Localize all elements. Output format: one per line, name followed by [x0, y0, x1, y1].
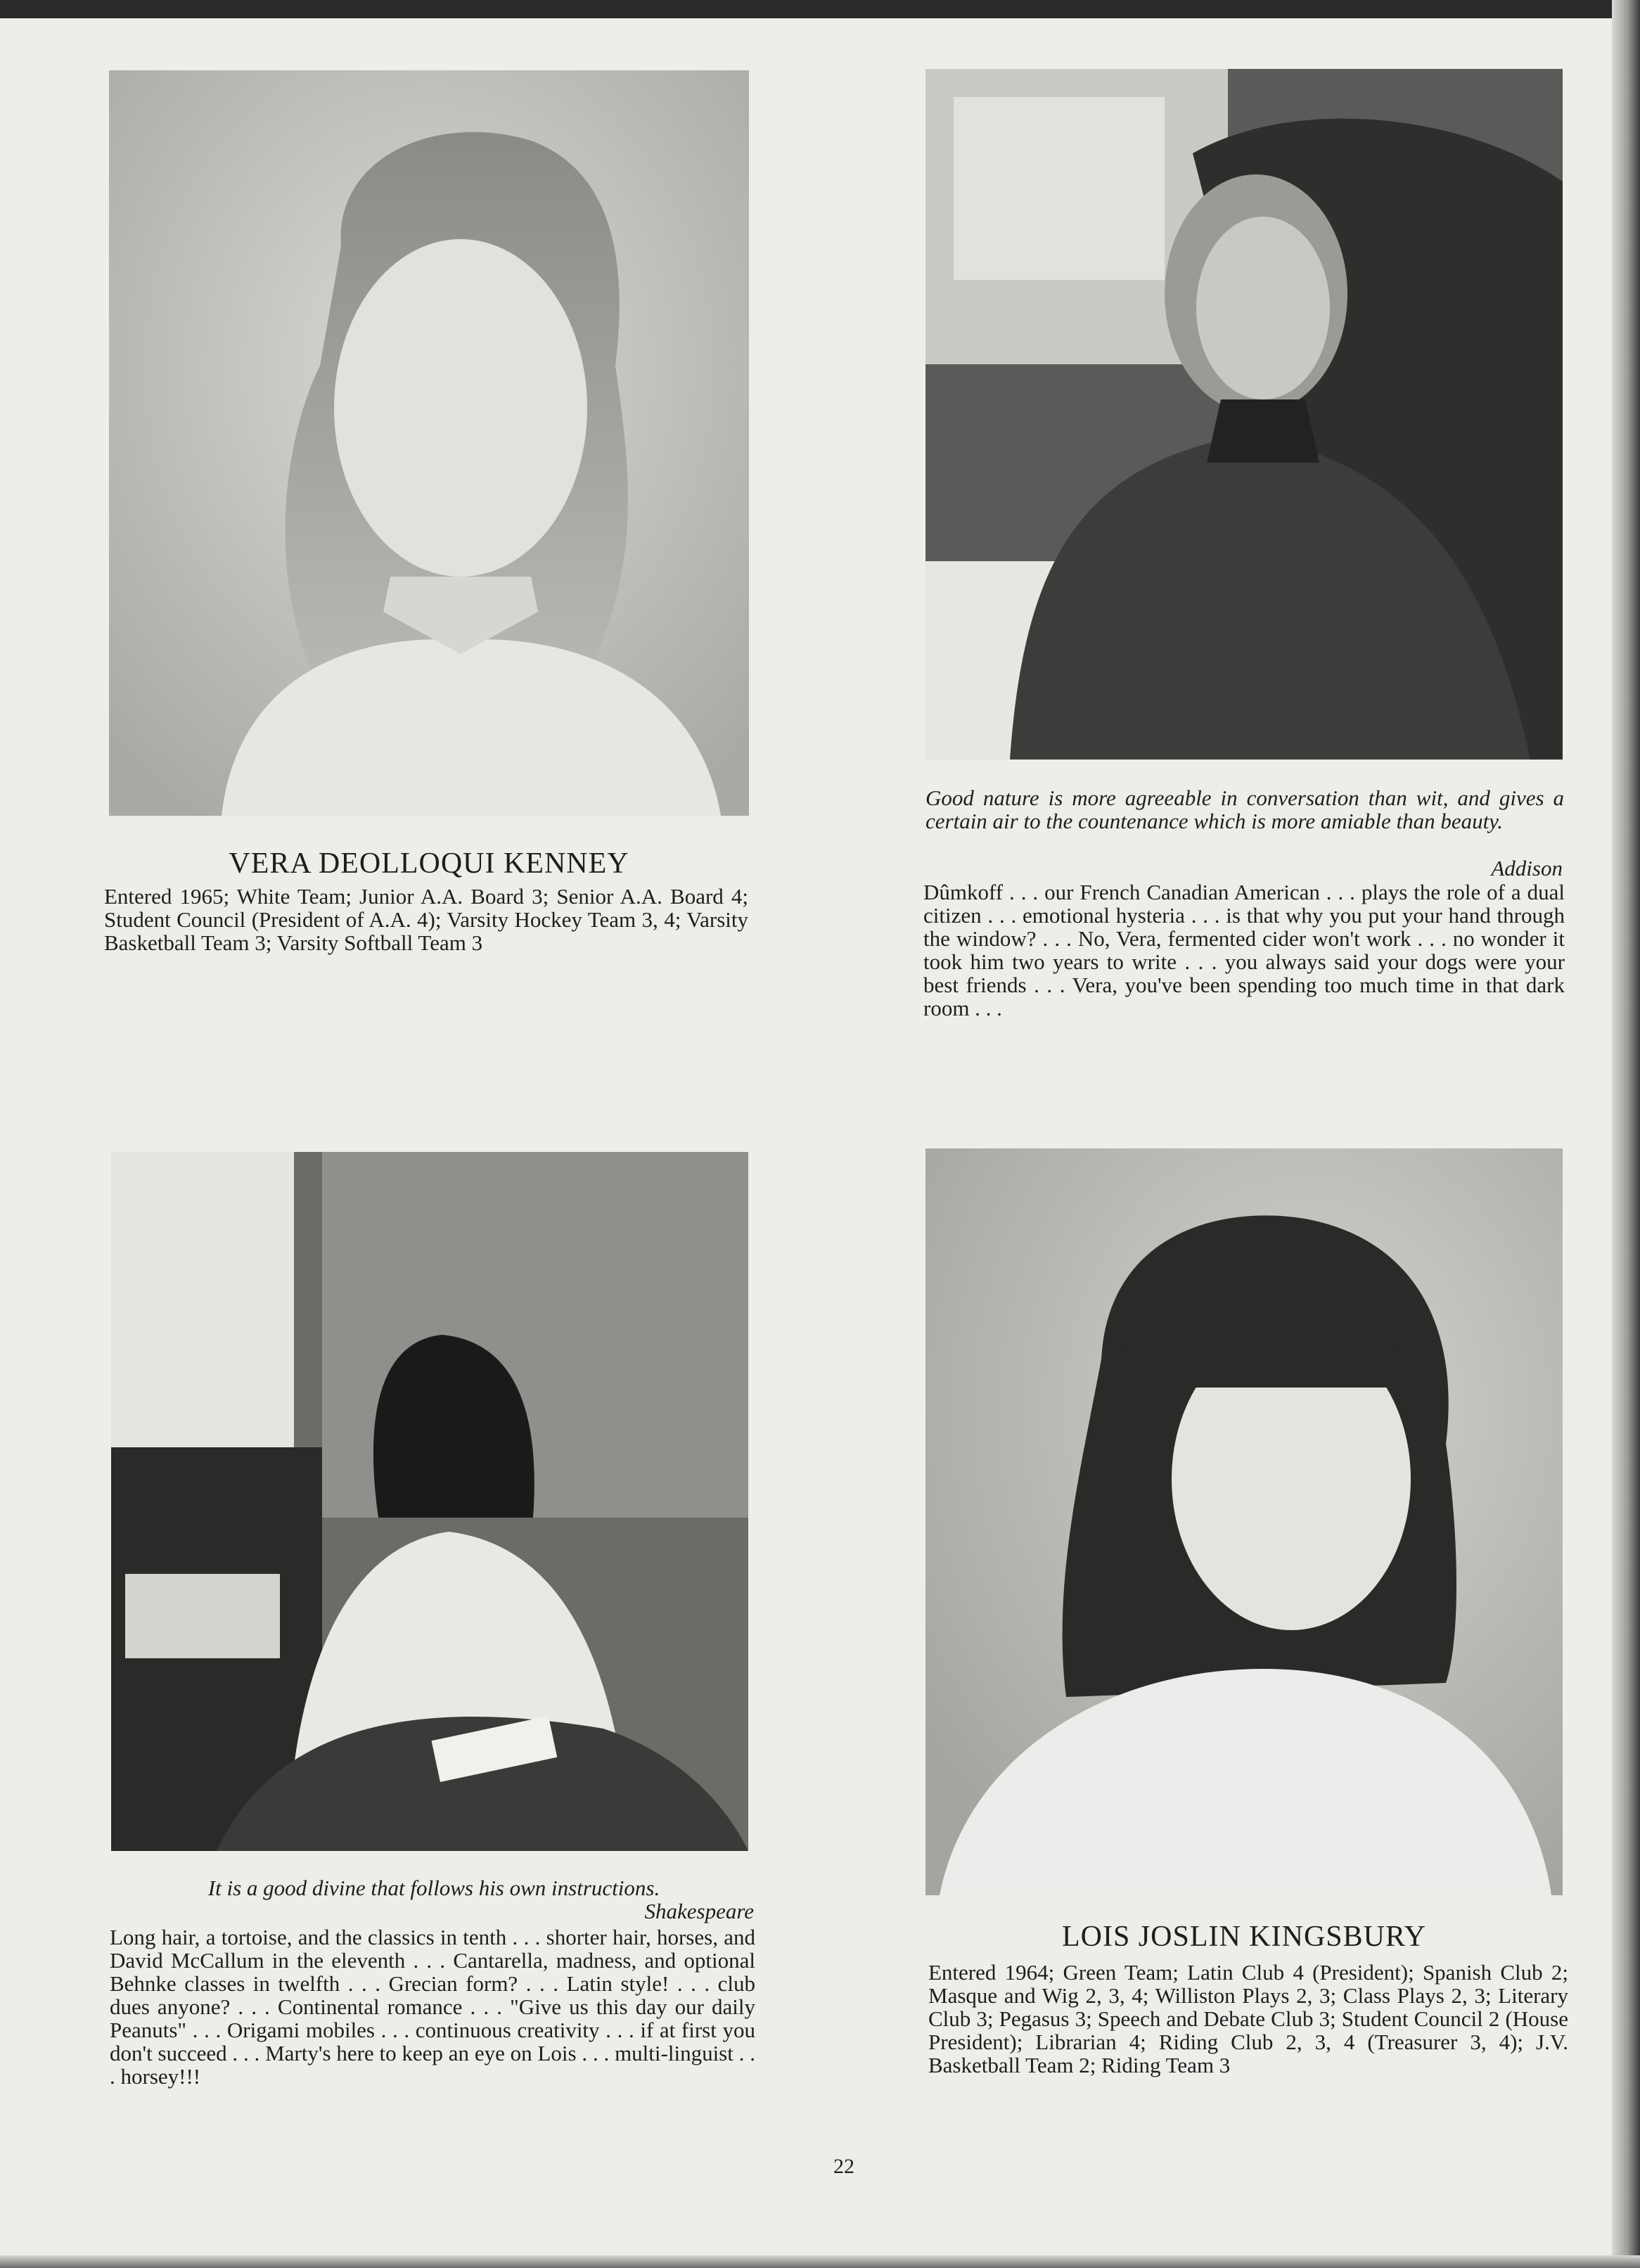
page-number: 22 — [833, 2155, 854, 2178]
lois-quote-attribution: Shakespeare — [644, 1899, 754, 1923]
vera-write-up: Dûmkoff . . . our French Canadian American . . . plays the role of a dual citizen . . . emotional hysteria . . . is that why you put your hand through the window? . . . No, Vera, fermented cider won't work . . . no wonder it took him two years to write . . . you always said your dogs were your best friends . . . Vera, you've been spending too much time in that dark room . . . — [923, 880, 1565, 1020]
lois-write-up: Long hair, a tortoise, and the classics in tenth . . . shorter hair, horses, and David McCallum in the eleventh . . . Cantarella, madness, and optional Behnke classes in twelfth . . . Grecian form? . . . Latin style! . . . club dues anyone? . . . Continental romance . . . "Give us this day our daily Peanuts" . . . Origami mobiles . . . continuous creativity . . . if at first you don't succeed . . . Marty's here to keep an eye on Lois . . . multi-linguist . . . horsey!!! — [110, 1925, 755, 2089]
scan-edge-right — [1612, 0, 1640, 2268]
scan-edge-bottom — [0, 2255, 1640, 2268]
lois-name-heading: LOIS JOSLIN KINGSBURY — [1061, 1921, 1427, 1953]
vera-activities: Entered 1965; White Team; Junior A.A. Board 3; Senior A.A. Board 4; Student Council (President of A.A. 4); Varsity Hockey Team 3, 4; Varsity Basketball Team 3; Varsity Softball Team 3 — [104, 884, 748, 955]
scan-edge-top — [0, 0, 1640, 18]
vera-outdoor-photo — [925, 69, 1563, 760]
lois-portrait-photo — [925, 1148, 1563, 1895]
vera-portrait-photo — [109, 70, 749, 816]
lois-reading-photo — [111, 1152, 748, 1851]
vera-quote-attribution: Addison — [1491, 856, 1563, 880]
vera-quote: Good nature is more agreeable in conversation than wit, and gives a certain air to the countenance which is more amiable than beauty. — [925, 786, 1564, 833]
lois-activities: Entered 1964; Green Team; Latin Club 4 (President); Spanish Club 2; Masque and Wig 2, 3, 4; Williston Plays 2, 3; Class Plays 2, 3; Literary Club 3; Pegasus 3; Speech and Debate Club 3; Student Council 2 (House President); Librarian 4; Riding Club 2, 3, 4 (Treasurer 3, 4); J.V. Basketball Team 2; Riding Team 3 — [928, 1960, 1568, 2077]
vera-name-heading: VERA DEOLLOQUI KENNEY — [229, 847, 629, 880]
lois-quote: It is a good divine that follows his own instructions. — [207, 1876, 660, 1900]
